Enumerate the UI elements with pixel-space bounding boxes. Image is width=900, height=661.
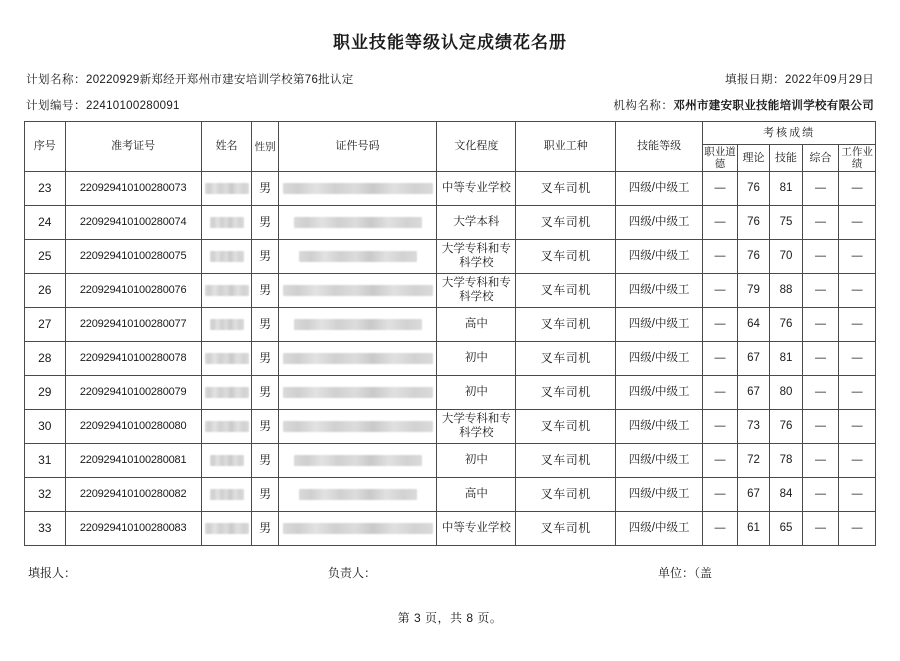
redaction-block (210, 217, 244, 228)
page-title: 职业技能等级认定成绩花名册 (333, 33, 567, 52)
cell-ticket: 220929410100280079 (65, 376, 201, 410)
cell-ticket: 220929410100280077 (65, 308, 201, 342)
redaction-block (299, 251, 417, 262)
cell-education: 大学本科 (437, 206, 516, 240)
cell-skill: 81 (770, 172, 802, 206)
redaction-block (210, 489, 244, 500)
th-gender: 性别 (252, 122, 278, 172)
cell-seq: 28 (25, 342, 66, 376)
cell-comprehensive: — (802, 444, 839, 478)
cell-gender: 男 (252, 308, 278, 342)
cell-occupation: 叉车司机 (516, 342, 616, 376)
org-label: 机构名称： (613, 100, 674, 112)
redaction-block (205, 421, 249, 432)
th-occupation: 职业工种 (516, 122, 616, 172)
cell-ticket: 220929410100280073 (65, 172, 201, 206)
cell-occupation: 叉车司机 (516, 376, 616, 410)
redaction-block (205, 183, 249, 194)
cell-ticket: 220929410100280081 (65, 444, 201, 478)
cell-theory: 67 (737, 478, 769, 512)
cell-occupation: 叉车司机 (516, 444, 616, 478)
cell-performance: — (839, 376, 876, 410)
cell-level: 四级/中级工 (615, 240, 702, 274)
table-row (25, 512, 876, 546)
cell-theory: 79 (737, 274, 769, 308)
cell-performance: — (839, 478, 876, 512)
cell-name-redacted (201, 410, 252, 444)
filler-label: 填报人： (28, 566, 77, 581)
cell-skill: 80 (770, 376, 802, 410)
redaction-block (205, 353, 249, 364)
cell-name-redacted (201, 376, 252, 410)
cell-level: 四级/中级工 (615, 512, 702, 546)
cell-seq: 30 (25, 410, 66, 444)
cell-seq: 29 (25, 376, 66, 410)
cell-ethics: — (703, 240, 738, 274)
redaction-block (210, 319, 244, 330)
cell-skill: 78 (770, 444, 802, 478)
cell-gender: 男 (252, 206, 278, 240)
header-row-1 (25, 122, 876, 145)
th-education: 文化程度 (437, 122, 516, 172)
cell-skill: 70 (770, 240, 802, 274)
cell-seq: 27 (25, 308, 66, 342)
cell-skill: 81 (770, 342, 802, 376)
cell-ethics: — (703, 444, 738, 478)
table-row (25, 308, 876, 342)
cell-gender: 男 (252, 410, 278, 444)
cell-gender: 男 (252, 512, 278, 546)
cell-performance: — (839, 444, 876, 478)
cell-education: 高中 (437, 478, 516, 512)
redaction-block (205, 285, 249, 296)
th-ticket: 准考证号 (65, 122, 201, 172)
cell-comprehensive: — (802, 376, 839, 410)
cell-ticket: 220929410100280082 (65, 478, 201, 512)
plan-name (26, 71, 354, 87)
redaction-block (210, 455, 244, 466)
cell-skill: 75 (770, 206, 802, 240)
cell-gender: 男 (252, 478, 278, 512)
redaction-block (210, 251, 244, 262)
cell-occupation: 叉车司机 (516, 478, 616, 512)
cell-comprehensive: — (802, 342, 839, 376)
cell-id-redacted (278, 274, 436, 308)
cell-theory: 76 (737, 240, 769, 274)
cell-id-redacted (278, 172, 436, 206)
cell-name-redacted (201, 512, 252, 546)
cell-performance: — (839, 274, 876, 308)
th-score-ethics: 职业道德 (704, 146, 736, 171)
th-score-performance: 工作业绩 (839, 145, 876, 172)
redaction-block (294, 319, 422, 330)
table-body (25, 172, 876, 546)
cell-level: 四级/中级工 (615, 444, 702, 478)
cell-theory: 67 (737, 342, 769, 376)
cell-education: 初中 (437, 342, 516, 376)
cell-occupation: 叉车司机 (516, 512, 616, 546)
cell-id-redacted (278, 240, 436, 274)
cell-occupation: 叉车司机 (516, 274, 616, 308)
cell-education: 高中 (437, 308, 516, 342)
redaction-block (299, 489, 417, 500)
cell-skill: 84 (770, 478, 802, 512)
cell-education: 中等专业学校 (437, 512, 516, 546)
cell-ethics: — (703, 410, 738, 444)
th-score-comprehensive: 综合 (802, 145, 839, 172)
table-row (25, 444, 876, 478)
cell-id-redacted (278, 376, 436, 410)
cell-gender: 男 (252, 240, 278, 274)
redaction-block (294, 217, 422, 228)
redaction-block (294, 455, 422, 466)
table-row (25, 274, 876, 308)
redaction-block (283, 421, 433, 432)
th-id-number: 证件号码 (278, 122, 436, 172)
cell-seq: 33 (25, 512, 66, 546)
signature-row (24, 564, 876, 581)
cell-skill: 88 (770, 274, 802, 308)
cell-ticket: 220929410100280078 (65, 342, 201, 376)
redaction-block (283, 285, 433, 296)
cell-performance: — (839, 206, 876, 240)
cell-name-redacted (201, 478, 252, 512)
report-date-value: 2022年09月29日 (785, 74, 874, 86)
cell-gender: 男 (252, 172, 278, 206)
cell-gender: 男 (252, 376, 278, 410)
cell-occupation: 叉车司机 (516, 308, 616, 342)
table-row (25, 342, 876, 376)
cell-level: 四级/中级工 (615, 342, 702, 376)
plan-name-value: 20220929新郑经开郑州市建安培训学校第76批认定 (86, 74, 354, 86)
redaction-block (283, 387, 433, 398)
cell-ethics: — (703, 512, 738, 546)
responsible-label: 负责人： (328, 566, 377, 581)
cell-education: 大学专科和专科学校 (437, 240, 516, 274)
cell-ticket: 220929410100280080 (65, 410, 201, 444)
table-row (25, 240, 876, 274)
cell-level: 四级/中级工 (615, 308, 702, 342)
meta-row-org (26, 97, 874, 113)
cell-comprehensive: — (802, 274, 839, 308)
cell-id-redacted (278, 308, 436, 342)
cell-occupation: 叉车司机 (516, 172, 616, 206)
cell-seq: 32 (25, 478, 66, 512)
cell-comprehensive: — (802, 512, 839, 546)
cell-seq: 26 (25, 274, 66, 308)
cell-skill: 76 (770, 410, 802, 444)
cell-occupation: 叉车司机 (516, 240, 616, 274)
org-value: 邓州市建安职业技能培训学校有限公司 (673, 100, 874, 112)
org-info (613, 97, 874, 113)
cell-theory: 73 (737, 410, 769, 444)
table-row (25, 376, 876, 410)
cell-level: 四级/中级工 (615, 376, 702, 410)
report-date (725, 71, 874, 87)
cell-theory: 76 (737, 172, 769, 206)
cell-theory: 72 (737, 444, 769, 478)
cell-id-redacted (278, 206, 436, 240)
cell-comprehensive: — (802, 478, 839, 512)
cell-gender: 男 (252, 274, 278, 308)
cell-theory: 67 (737, 376, 769, 410)
cell-seq: 31 (25, 444, 66, 478)
page-number: 第 3 页，共 8 页。 (397, 611, 503, 626)
cell-ethics: — (703, 172, 738, 206)
cell-education: 初中 (437, 444, 516, 478)
cell-level: 四级/中级工 (615, 410, 702, 444)
th-name: 姓名 (201, 122, 252, 172)
plan-code-label: 计划编号： (26, 100, 86, 112)
cell-id-redacted (278, 478, 436, 512)
cell-seq: 23 (25, 172, 66, 206)
cell-id-redacted (278, 512, 436, 546)
redaction-block (283, 353, 433, 364)
cell-ticket: 220929410100280075 (65, 240, 201, 274)
cell-ethics: — (703, 376, 738, 410)
table-row (25, 410, 876, 444)
document-page (0, 28, 900, 661)
cell-ticket: 220929410100280076 (65, 274, 201, 308)
cell-name-redacted (201, 342, 252, 376)
th-score-theory: 理论 (737, 145, 769, 172)
cell-id-redacted (278, 342, 436, 376)
cell-performance: — (839, 512, 876, 546)
cell-level: 四级/中级工 (615, 478, 702, 512)
cell-ethics: — (703, 206, 738, 240)
cell-name-redacted (201, 240, 252, 274)
redaction-block (283, 183, 433, 194)
cell-occupation: 叉车司机 (516, 206, 616, 240)
redaction-block (205, 523, 249, 534)
report-date-label: 填报日期： (725, 74, 786, 86)
cell-ethics: — (703, 274, 738, 308)
cell-name-redacted (201, 308, 252, 342)
cell-performance: — (839, 342, 876, 376)
cell-performance: — (839, 410, 876, 444)
th-score-group: 考核成绩 (703, 122, 876, 145)
cell-id-redacted (278, 410, 436, 444)
cell-name-redacted (201, 172, 252, 206)
cell-comprehensive: — (802, 410, 839, 444)
cell-name-redacted (201, 206, 252, 240)
cell-id-redacted (278, 444, 436, 478)
cell-gender: 男 (252, 342, 278, 376)
cell-gender: 男 (252, 444, 278, 478)
cell-name-redacted (201, 274, 252, 308)
plan-code (26, 97, 180, 113)
plan-name-label: 计划名称： (26, 74, 86, 86)
table-head (25, 122, 876, 172)
cell-comprehensive: — (802, 308, 839, 342)
th-level: 技能等级 (615, 122, 702, 172)
cell-seq: 25 (25, 240, 66, 274)
cell-theory: 76 (737, 206, 769, 240)
cell-comprehensive: — (802, 206, 839, 240)
cell-name-redacted (201, 444, 252, 478)
cell-ticket: 220929410100280083 (65, 512, 201, 546)
meta-row-plan (26, 71, 874, 87)
cell-seq: 24 (25, 206, 66, 240)
cell-comprehensive: — (802, 240, 839, 274)
cell-theory: 64 (737, 308, 769, 342)
cell-performance: — (839, 240, 876, 274)
table-row (25, 172, 876, 206)
th-score-skill: 技能 (770, 145, 802, 172)
cell-comprehensive: — (802, 172, 839, 206)
table-row (25, 206, 876, 240)
cell-education: 大学专科和专科学校 (437, 410, 516, 444)
cell-level: 四级/中级工 (615, 206, 702, 240)
cell-performance: — (839, 172, 876, 206)
roster-table (24, 121, 876, 546)
cell-theory: 61 (737, 512, 769, 546)
cell-level: 四级/中级工 (615, 274, 702, 308)
cell-occupation: 叉车司机 (516, 410, 616, 444)
cell-performance: — (839, 308, 876, 342)
cell-ethics: — (703, 308, 738, 342)
cell-ethics: — (703, 478, 738, 512)
cell-education: 初中 (437, 376, 516, 410)
cell-ethics: — (703, 342, 738, 376)
redaction-block (283, 523, 433, 534)
cell-skill: 65 (770, 512, 802, 546)
table-row (25, 478, 876, 512)
cell-education: 大学专科和专科学校 (437, 274, 516, 308)
cell-skill: 76 (770, 308, 802, 342)
cell-education: 中等专业学校 (437, 172, 516, 206)
redaction-block (205, 387, 249, 398)
cell-level: 四级/中级工 (615, 172, 702, 206)
th-seq: 序号 (25, 122, 66, 172)
unit-label: 单位：（盖 (658, 566, 713, 581)
plan-code-value: 22410100280091 (86, 100, 180, 112)
cell-ticket: 220929410100280074 (65, 206, 201, 240)
